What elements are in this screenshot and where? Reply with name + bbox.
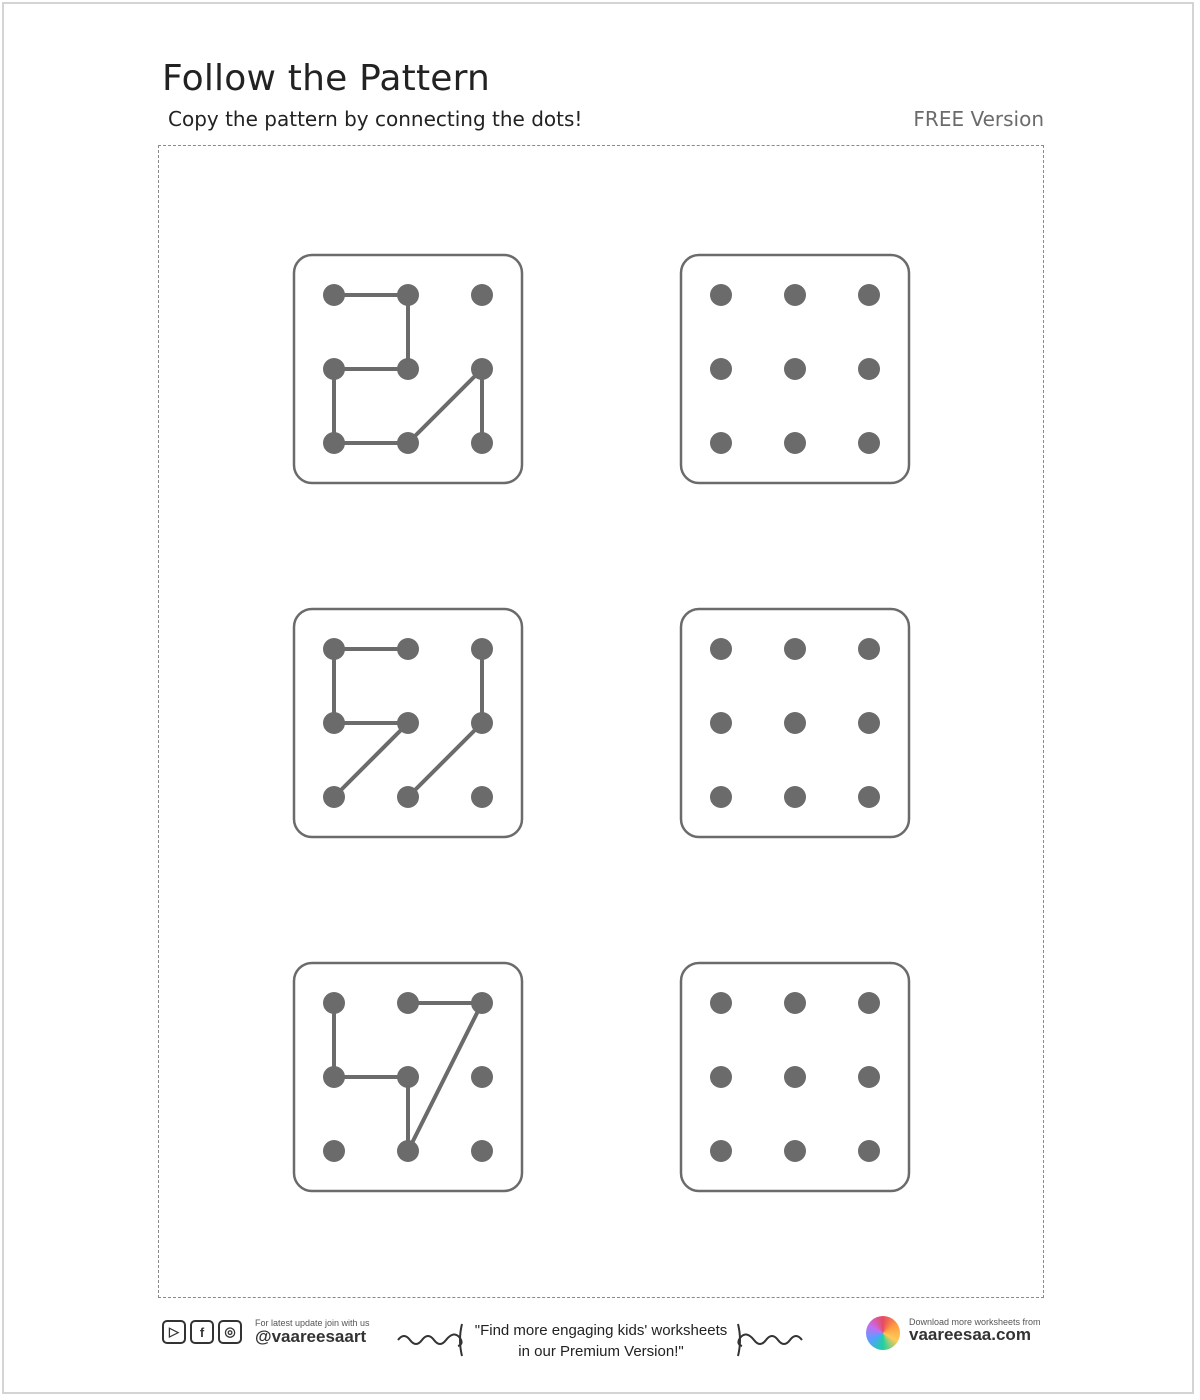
grid-dot[interactable] [710,284,732,306]
grid-dot[interactable] [784,284,806,306]
left-swirl-ornament [396,1320,468,1360]
join-text: For latest update join with us [255,1318,370,1328]
grid-dot[interactable] [858,786,880,808]
grid-dot [397,1140,419,1162]
grid-dot [471,284,493,306]
example-board-1 [293,254,523,484]
grid-dot [471,992,493,1014]
grid-dot [397,712,419,734]
grid-dot [471,432,493,454]
grid-dot [471,1066,493,1088]
grid-dot [397,284,419,306]
grid-dot [323,712,345,734]
example-board-3 [293,962,523,1192]
grid-dot [323,1066,345,1088]
social-icons [162,1320,242,1344]
grid-dot [471,786,493,808]
youtube-icon[interactable]: ▷ [162,1320,186,1344]
footer [0,1310,1200,1380]
grid-dot[interactable] [710,1066,732,1088]
grid-dot[interactable] [858,432,880,454]
facebook-icon[interactable]: f [190,1320,214,1344]
social-handle[interactable]: @vaareesaart [255,1327,367,1346]
grid-dot[interactable] [858,712,880,734]
page-title: Follow the Pattern [162,58,491,99]
grid-dot [471,358,493,380]
grid-dot[interactable] [710,712,732,734]
right-swirl-ornament [732,1320,804,1360]
grid-dot [323,284,345,306]
grid-dot [397,786,419,808]
grid-dot [323,638,345,660]
download-text: Download more worksheets from [909,1317,1041,1327]
grid-dot[interactable] [858,284,880,306]
grid-dot [323,786,345,808]
grid-dot[interactable] [784,638,806,660]
grid-dot[interactable] [710,358,732,380]
grid-dot[interactable] [784,712,806,734]
grid-dot[interactable] [710,992,732,1014]
practice-board-3[interactable] [680,962,910,1192]
promo-line-1: "Find more engaging kids' worksheets [474,1322,728,1339]
grid-dot [397,432,419,454]
grid-dot[interactable] [784,432,806,454]
practice-board-2[interactable] [680,608,910,838]
grid-dot [397,358,419,380]
example-board-2 [293,608,523,838]
grid-dot[interactable] [710,1140,732,1162]
practice-board-1[interactable] [680,254,910,484]
grid-dot[interactable] [784,786,806,808]
premium-promo [470,1320,732,1362]
grid-dot[interactable] [858,638,880,660]
grid-dot[interactable] [858,358,880,380]
grid-dot [323,432,345,454]
grid-dot[interactable] [858,992,880,1014]
grid-dot[interactable] [710,638,732,660]
promo-line-2: in our Premium Version!" [518,1343,684,1360]
grid-dot [323,358,345,380]
grid-dot[interactable] [784,358,806,380]
page-subtitle: Copy the pattern by connecting the dots! [168,107,583,131]
grid-dot [471,1140,493,1162]
grid-dot[interactable] [710,432,732,454]
website-link[interactable]: vaareesaa.com [909,1325,1031,1344]
version-label: FREE Version [913,107,1044,131]
grid-dot[interactable] [784,992,806,1014]
vaareesaa-logo [866,1316,900,1350]
grid-dot[interactable] [784,1066,806,1088]
grid-dot [397,1066,419,1088]
grid-dot[interactable] [710,786,732,808]
grid-dot [397,992,419,1014]
instagram-icon[interactable]: ◎ [218,1320,242,1344]
grid-dot [397,638,419,660]
grid-dot [471,712,493,734]
grid-dot [323,1140,345,1162]
grid-dot [323,992,345,1014]
grid-dot[interactable] [858,1066,880,1088]
grid-dot [471,638,493,660]
worksheet-area [158,145,1044,1298]
grid-dot[interactable] [784,1140,806,1162]
grid-dot[interactable] [858,1140,880,1162]
